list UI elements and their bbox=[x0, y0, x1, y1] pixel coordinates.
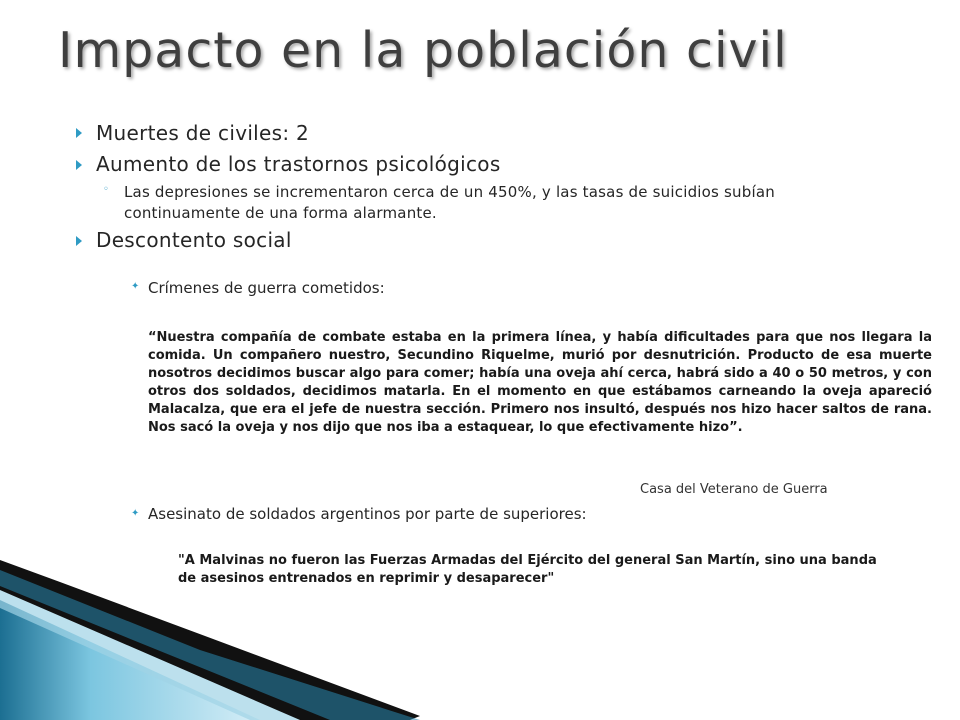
star-bullet-icon: ✦ bbox=[131, 508, 140, 519]
triangle-bullet-icon bbox=[76, 236, 82, 246]
triangle-bullet-icon bbox=[76, 160, 82, 170]
bullet-asesinato: Asesinato de soldados argentinos por parte de superiores: bbox=[148, 505, 587, 523]
slide-title: Impacto en la población civil bbox=[58, 22, 788, 79]
quote-superiores: "A Malvinas no fueron las Fuerzas Armadas del Ejército del general San Martín, sino una banda de asesinos entrenados en reprimir y desaparecer" bbox=[178, 553, 877, 586]
sub-bullet-line-1: Las depresiones se incrementaron cerca de un 450%, y las tasas de suicidios subían bbox=[124, 183, 775, 201]
sub-bullet-line-2: continuamente de una forma alarmante. bbox=[124, 204, 437, 222]
quote-testimony: “Nuestra compañía de combate estaba en la primera línea, y había dificultades para que nos llegara la comida. Un compañero nuestro, Secundino Riquelme, murió por desnutrición. Producto de esa muerte nosotros decidimos buscar algo para comer; había una oveja ahí cerca, habrá sido a 40 o 50 metros, y con otros dos soldados, decidimos matarla. En el momento en que estábamos carneando la oveja apareció Malacalza, que era el jefe de nuestra sección. Primero nos insultó, después nos hizo hacer saltos de rana. Nos sacó la oveja y nos dijo que nos iba a estaquear, lo que efectivamente hizo”. bbox=[148, 330, 932, 435]
bullet-muertes: Muertes de civiles: 2 bbox=[96, 121, 310, 145]
star-bullet-icon: ✦ bbox=[131, 281, 140, 292]
triangle-bullet-icon bbox=[76, 128, 82, 138]
bullet-crimenes: Crímenes de guerra cometidos: bbox=[148, 279, 385, 297]
quote-source: Casa del Veterano de Guerra bbox=[640, 482, 828, 497]
bullet-trastornos: Aumento de los trastornos psicológicos bbox=[96, 152, 501, 176]
bullet-descontento: Descontento social bbox=[96, 228, 292, 252]
decorative-swoosh bbox=[0, 560, 480, 720]
ring-bullet-icon: ◦ bbox=[103, 184, 109, 195]
